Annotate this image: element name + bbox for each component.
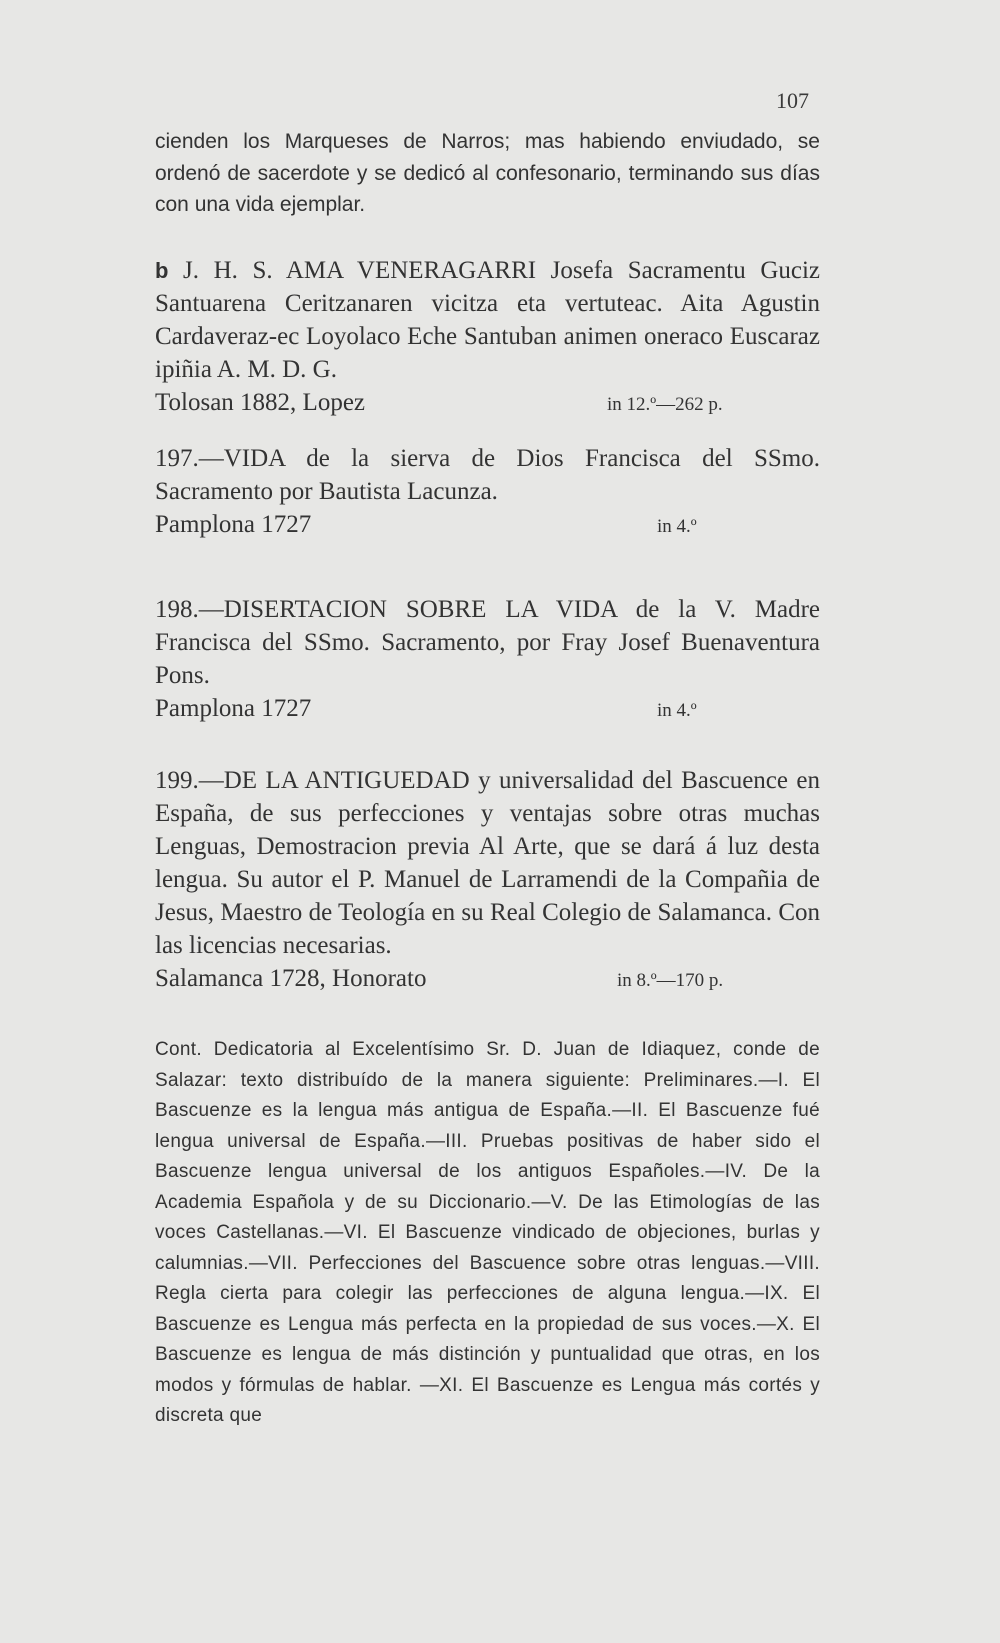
entry-198-imprint-format: in 4.º — [657, 700, 697, 721]
entry-b-marker: b — [155, 258, 169, 283]
entry-199-body — [155, 764, 820, 962]
entry-b-imprint — [155, 386, 820, 419]
entry-b-imprint-format: in 12.º—262 p. — [607, 394, 723, 415]
entry-198-imprint — [155, 692, 820, 725]
entry-198 — [155, 593, 820, 725]
entry-199-text: —DE LA ANTIGUEDAD y universalidad del Bascuence en España, de sus perfecciones y ventajas sobre otras muchas Lenguas, Demostracion previa Al Arte, que se dará á luz desta lengua. Su autor el P. Manuel de Larramendi de la Compañia de Jesus, Maestro de Teología en su Real Colegio de Salamanca. Con las licencias necesarias. — [155, 767, 820, 959]
entry-198-imprint-place: Pamplona 1727 — [155, 695, 312, 722]
entry-199-number: 199. — [155, 767, 199, 794]
entry-198-body — [155, 593, 820, 692]
entry-197-imprint-format: in 4.º — [657, 516, 697, 537]
entry-b — [155, 254, 820, 419]
entry-197-imprint — [155, 508, 820, 541]
entry-199 — [155, 764, 820, 995]
entry-199-imprint-place: Salamanca 1728, Honorato — [155, 965, 427, 992]
page-number: 107 — [776, 88, 809, 113]
entry-199-contents: Cont. Dedicatoria al Excelentísimo Sr. D. Juan de Idiaquez, conde de Salazar: texto distribuído de la manera siguiente: Preliminares.—I. El Bascuenze es la lengua más antigua de España.—II. El Bascuenze fué lengua universal de España.—III. Pruebas positivas de haber sido el Bascuenze lengua universal de los antiguos Españoles.—IV. De la Academia Española y de su Diccionario.—V. De las Etimologías de las voces Castellanas.—VI. El Bascuenze vindicado de objeciones, burlas y calumnias.—VII. Perfecciones del Bascuence sobre otras lenguas.—VIII. Regla cierta para colegir las perfecciones de alguna lengua.—IX. El Bascuenze es Lengua más perfecta en la propiedad de sus voces.—X. El Bascuenze es lengua de más distinción y puntualidad que otras, en los modos y fórmulas de hablar. —XI. El Bascuenze es Lengua más cortés y discreta que — [155, 1039, 820, 1426]
entry-198-number: 198. — [155, 596, 199, 623]
entry-b-text: J. H. S. AMA VENERAGARRI Josefa Sacramentu Guciz Santuarena Ceritzanaren vicitza eta vertuteac. Aita Agustin Cardaveraz-ec Loyolaco Eche Santuban animen oneraco Euscaraz ipiñia A. M. D. G. — [155, 257, 821, 383]
entry-197-body — [155, 442, 820, 508]
entry-197-imprint-place: Pamplona 1727 — [155, 511, 312, 538]
intro-paragraph: cienden los Marqueses de Narros; mas habiendo enviudado, se ordenó de sacerdote y se dedicó al confesonario, terminando sus días con una vida ejemplar. — [155, 130, 820, 216]
entry-b-imprint-place: Tolosan 1882, Lopez — [155, 389, 366, 416]
entry-198-text: —DISERTACION SOBRE LA VIDA de la V. Madre Francisca del SSmo. Sacramento, por Fray Josef Buenaventura Pons. — [155, 596, 820, 689]
entry-199-imprint — [155, 962, 820, 995]
entry-b-body — [155, 254, 820, 386]
entry-197 — [155, 442, 820, 541]
entry-199-imprint-format: in 8.º—170 p. — [617, 970, 724, 991]
entry-197-text: —VIDA de la sierva de Dios Francisca del SSmo. Sacramento por Bautista Lacunza. — [155, 445, 820, 505]
entry-197-number: 197. — [155, 445, 199, 472]
